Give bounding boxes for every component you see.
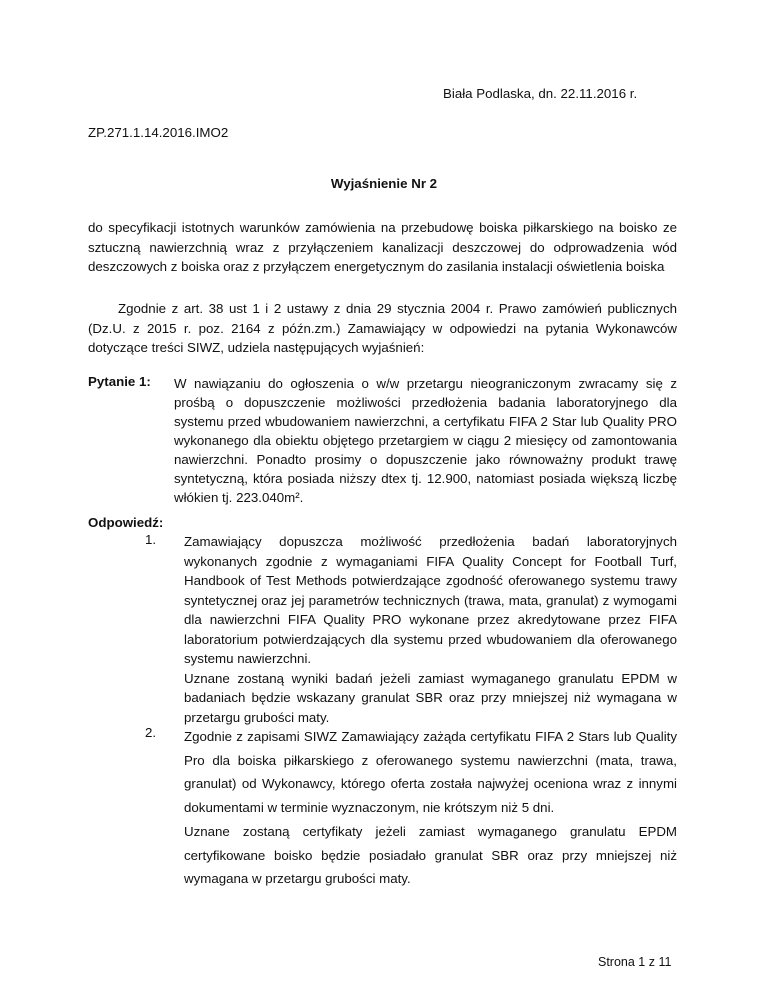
- question-label: Pytanie 1:: [88, 374, 151, 389]
- answer-label: Odpowiedź:: [88, 515, 164, 530]
- place-date: Biała Podlaska, dn. 22.11.2016 r.: [443, 86, 638, 101]
- legal-basis-paragraph: Zgodnie z art. 38 ust 1 i 2 ustawy z dnia 29 stycznia 2004 r. Prawo zamówień publicznych (Dz.U. z 2015 r. poz. 2164 z późn.zm.) Zamawiający w odpowiedzi na pytania Wykonawców dotyczące treści SIWZ, udziela następujących wyjaśnień:: [88, 301, 677, 355]
- intro-paragraph: do specyfikacji istotnych warunków zamówienia na przebudowę boiska piłkarskiego na boisko ze sztuczną nawierzchnią wraz z przyłączeniem kanalizacji deszczowej do odprowadzenia wód deszczowych z boiska oraz z przyłączem energetycznym do zasilania instalacji oświetlenia boiska: [88, 220, 677, 274]
- answer-item-1: [184, 532, 677, 727]
- answer-item-paragraph: Zamawiający dopuszcza możliwość przedłożenia badań laboratoryjnych wykonanych zgodnie z wymaganiami FIFA Quality Concept for Football Turf, Handbook of Test Methods potwierdzające zgodność oferowanego systemu trawy syntetycznej oraz jej parametrów technicznych (trawa, mata, granulat) z wymogami dla nawierzchni FIFA Quality PRO wykonane przez akredytowane przez FIFA laboratorium potwierdzających dla systemu przed wbudowaniem dla oferowanego systemu nawierzchni.: [184, 534, 677, 666]
- answer-item-paragraph: Zgodnie z zapisami SIWZ Zamawiający zażąda certyfikatu FIFA 2 Stars lub Quality Pro dla boiska piłkarskiego z oferowanego systemu nawierzchni (mata, trawa, granulat) od Wykonawcy, którego oferta została najwyżej oceniona wraz z innymi dokumentami w terminie wyznaczonym, nie krótszym niż 5 dni.: [184, 729, 677, 816]
- document-title: Wyjaśnienie Nr 2: [330, 176, 438, 191]
- answer-item-number: 1.: [145, 532, 157, 547]
- answer-item-number: 2.: [145, 725, 157, 740]
- question-text: W nawiązaniu do ogłoszenia o w/w przetargu nieograniczonym zwracamy się z prośbą o dopuszczenie możliwości przedłożenia badania laboratoryjnego dla systemu przed wbudowaniem nawierzchni, a certyfikatu FIFA 2 Star lub Quality PRO wykonanego dla obiektu objętego przetargiem w ciągu 2 miesięcy od zamontowania nawierzchni. Ponadto prosimy o dopuszczenie jako równoważny produkt trawę syntetyczną, która posiada niższy dtex tj. 12.900, natomiast posiada większą liczbę włókien tj. 223.040m².: [174, 376, 677, 505]
- answer-item-2: [184, 725, 677, 891]
- page-number: Strona 1 z 11: [598, 955, 672, 969]
- answer-item-paragraph: Uznane zostaną certyfikaty jeżeli zamiast wymaganego granulatu EPDM certyfikowane boisko będzie posiadało granulat SBR oraz przy mniejszej niż wymagana w przetargu grubości maty.: [184, 823, 677, 887]
- answer-item-paragraph: Uznane zostaną wyniki badań jeżeli zamiast wymaganego granulatu EPDM w badaniach będzie wskazany granulat SBR oraz przy mniejszej niż wymagana w przetargu grubości maty.: [184, 670, 677, 725]
- reference-number: ZP.271.1.14.2016.IMO2: [88, 125, 229, 140]
